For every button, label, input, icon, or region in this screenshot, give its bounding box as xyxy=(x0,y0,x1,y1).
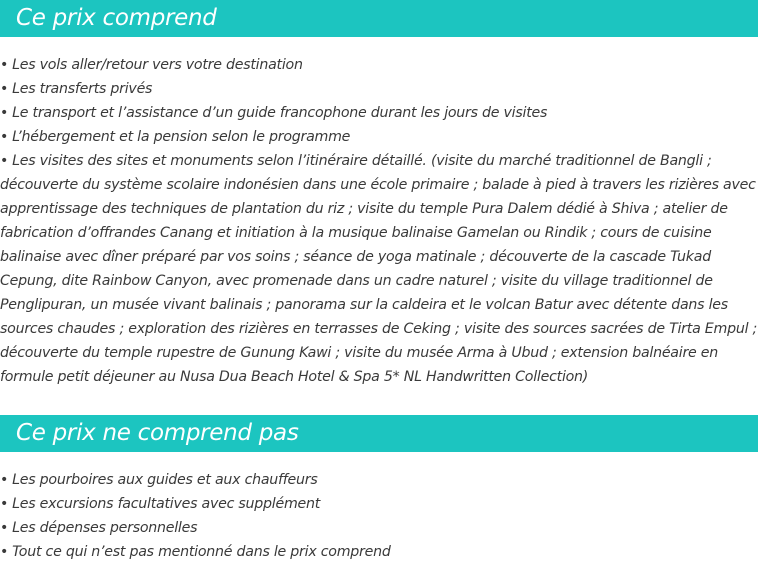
price-includes-title: Ce prix comprend xyxy=(0,0,758,37)
list-item xyxy=(0,492,758,516)
list-item-text: Les vols aller/retour vers votre destination xyxy=(12,57,303,73)
list-item xyxy=(0,516,758,540)
list-item-text: Les pourboires aux guides et aux chauffeurs xyxy=(12,472,318,488)
price-excludes-section xyxy=(0,415,758,564)
bullet-icon: • xyxy=(0,496,9,512)
list-item-text: Tout ce qui n’est pas mentionné dans le prix comprend xyxy=(12,544,391,560)
price-excludes-list xyxy=(0,468,758,564)
list-item-text: Le transport et l’assistance d’un guide francophone durant les jours de visites xyxy=(12,105,548,121)
bullet-icon: • xyxy=(0,153,9,169)
price-includes-list xyxy=(0,53,758,389)
list-item xyxy=(0,125,758,149)
list-item xyxy=(0,149,758,389)
bullet-icon: • xyxy=(0,544,9,560)
list-item-text: Les dépenses personnelles xyxy=(12,520,198,536)
list-item-text: Les excursions facultatives avec supplément xyxy=(12,496,321,512)
bullet-icon: • xyxy=(0,129,9,145)
list-item xyxy=(0,101,758,125)
price-excludes-title: Ce prix ne comprend pas xyxy=(0,415,758,452)
list-item xyxy=(0,53,758,77)
list-item-text: L’hébergement et la pension selon le programme xyxy=(12,129,351,145)
bullet-icon: • xyxy=(0,57,9,73)
list-item xyxy=(0,540,758,564)
bullet-icon: • xyxy=(0,81,9,97)
list-item xyxy=(0,468,758,492)
list-item xyxy=(0,77,758,101)
bullet-icon: • xyxy=(0,472,9,488)
list-item-text: Les transferts privés xyxy=(12,81,153,97)
list-item-text: Les visites des sites et monuments selon l’itinéraire détaillé. (visite du marché traditionnel de Bangli ; découverte du système scolaire indonésien dans une école primaire ; balade à pied à travers les rizières avec apprentissage des techniques de plantation du riz ; visite du temple Pura Dalem dédié à Shiva ; atelier de fabrication d’offrandes Canang et initiation à la musique balinaise Gamelan ou Rindik ; cours de cuisine balinaise avec dîner préparé par vos soins ; séance de yoga matinale ; découverte de la cascade Tukad Cepung, dite Rainbow Canyon, avec promenade dans un cadre naturel ; visite du village traditionnel de Penglipuran, un musée vivant balinais ; panorama sur la caldeira et le volcan Batur avec détente dans les sources chaudes ; exploration des rizières en terrasses de Ceking ; visite des sources sacrées de Tirta Empul ; découverte du temple rupestre de Gunung Kawi ; visite du musée Arma à Ubud ; extension balnéaire en formule petit déjeuner au Nusa Dua Beach Hotel & Spa 5* NL Handwritten Collection) xyxy=(0,153,758,385)
bullet-icon: • xyxy=(0,520,9,536)
bullet-icon: • xyxy=(0,105,9,121)
